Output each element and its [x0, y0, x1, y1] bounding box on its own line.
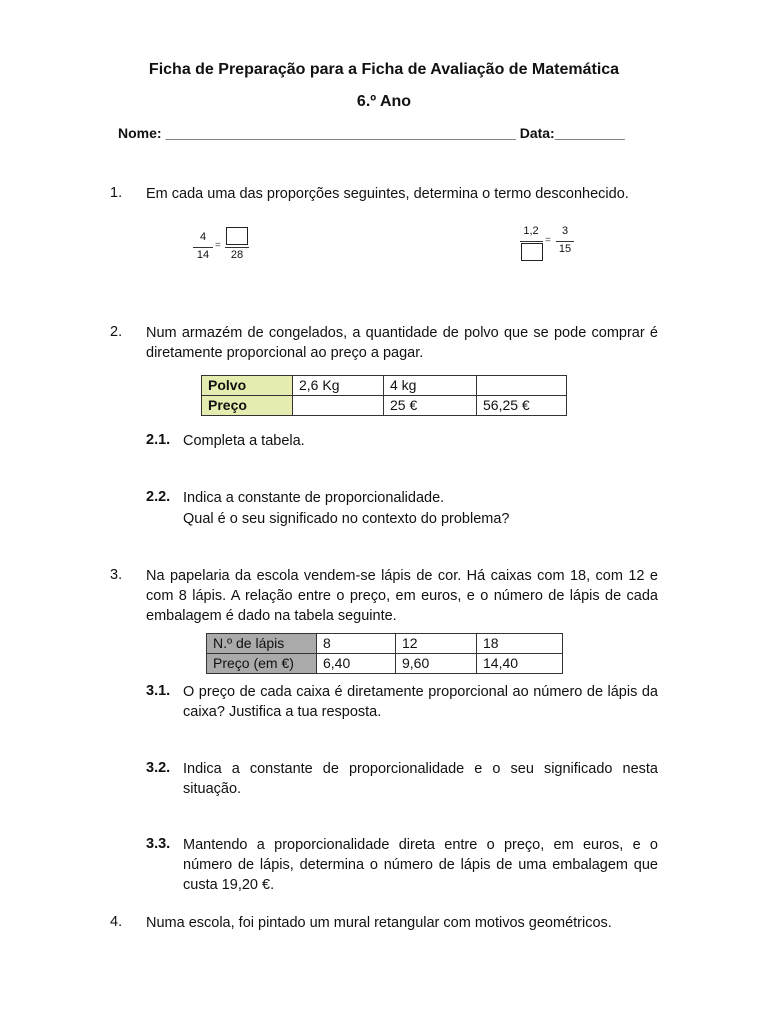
q3-3-text: Mantendo a proporcionalidade direta entre o preço, em euros, e o número de lápis, determina o número de lápis de uma embalagem que custa 19,20 €. [183, 837, 658, 893]
p1-fraction-bar [193, 247, 213, 248]
q3-1-text: O preço de cada caixa é diretamente proporcional ao número de lápis da caixa? Justifica a tua resposta. [183, 684, 658, 720]
q2-1-text: Completa a tabela. [183, 433, 305, 449]
p1-unknown-box[interactable] [226, 227, 248, 245]
table-cell: 56,25 € [477, 396, 567, 416]
p1-denominator-2: 28 [230, 249, 244, 261]
proportion-2 [519, 224, 579, 266]
q3-number: 3. [110, 567, 123, 583]
table-row [207, 634, 563, 654]
p2-fraction-bar-2 [556, 241, 574, 242]
table-cell: Preço [202, 396, 293, 416]
table-row [207, 654, 563, 674]
q1-text: Em cada uma das proporções seguintes, determina o termo desconhecido. [146, 186, 629, 202]
page-title: Ficha de Preparação para a Ficha de Avaliação de Matemática [148, 61, 620, 78]
q3-2-number: 3.2. [146, 760, 171, 776]
table-cell[interactable] [293, 396, 384, 416]
p1-equals: = [215, 240, 221, 251]
p1-denominator: 14 [196, 249, 210, 261]
table-cell: 14,40 [477, 654, 563, 674]
table-cell: 9,60 [396, 654, 477, 674]
q1-number: 1. [110, 185, 123, 201]
p1-fraction-bar-2 [225, 247, 249, 248]
polvo-price-table [201, 375, 567, 416]
q2-2-number: 2.2. [146, 489, 171, 505]
q3-2-text: Indica a constante de proporcionalidade e o seu significado nesta situação. [183, 761, 658, 797]
table-cell: 25 € [384, 396, 477, 416]
p1-numerator: 4 [199, 231, 207, 243]
table-cell: 6,40 [317, 654, 396, 674]
p2-denominator-2: 15 [558, 243, 572, 255]
table-row [202, 376, 567, 396]
q2-2-line2: Qual é o seu significado no contexto do problema? [183, 511, 510, 527]
q3-text: Na papelaria da escola vendem-se lápis de cor. Há caixas com 18, com 12 e com 8 lápis. A relação entre o preço, em euros, e o número de lápis de cada embalagem é dado na tabela seguinte. [146, 568, 658, 624]
table-cell: 2,6 Kg [293, 376, 384, 396]
proportion-1 [192, 226, 252, 266]
table-cell: Polvo [202, 376, 293, 396]
table-cell: 12 [396, 634, 477, 654]
q4-text: Numa escola, foi pintado um mural retangular com motivos geométricos. [146, 915, 612, 931]
q2-number: 2. [110, 324, 123, 340]
q2-2-line1: Indica a constante de proporcionalidade. [183, 490, 445, 506]
table-cell: Preço (em €) [207, 654, 317, 674]
p2-unknown-box[interactable] [521, 243, 543, 261]
grade-label: 6.º Ano [356, 93, 412, 110]
p2-numerator-2: 3 [561, 225, 569, 237]
q4-number: 4. [110, 914, 123, 930]
q2-text: Num armazém de congelados, a quantidade de polvo que se pode comprar é diretamente proporcional ao preço a pagar. [146, 325, 658, 361]
table-cell: 8 [317, 634, 396, 654]
q3-3-number: 3.3. [146, 836, 171, 852]
p2-equals: = [545, 235, 551, 246]
table-cell: N.º de lápis [207, 634, 317, 654]
name-date-line: Nome: _____________________________________________ Data:_________ [118, 125, 625, 141]
p2-numerator: 1,2 [523, 225, 539, 237]
q3-1-number: 3.1. [146, 683, 171, 699]
table-cell: 4 kg [384, 376, 477, 396]
table-row [202, 396, 567, 416]
p2-fraction-bar [520, 241, 543, 242]
lapis-price-table [206, 633, 563, 674]
table-cell: 18 [477, 634, 563, 654]
q2-1-number: 2.1. [146, 432, 171, 448]
table-cell[interactable] [477, 376, 567, 396]
